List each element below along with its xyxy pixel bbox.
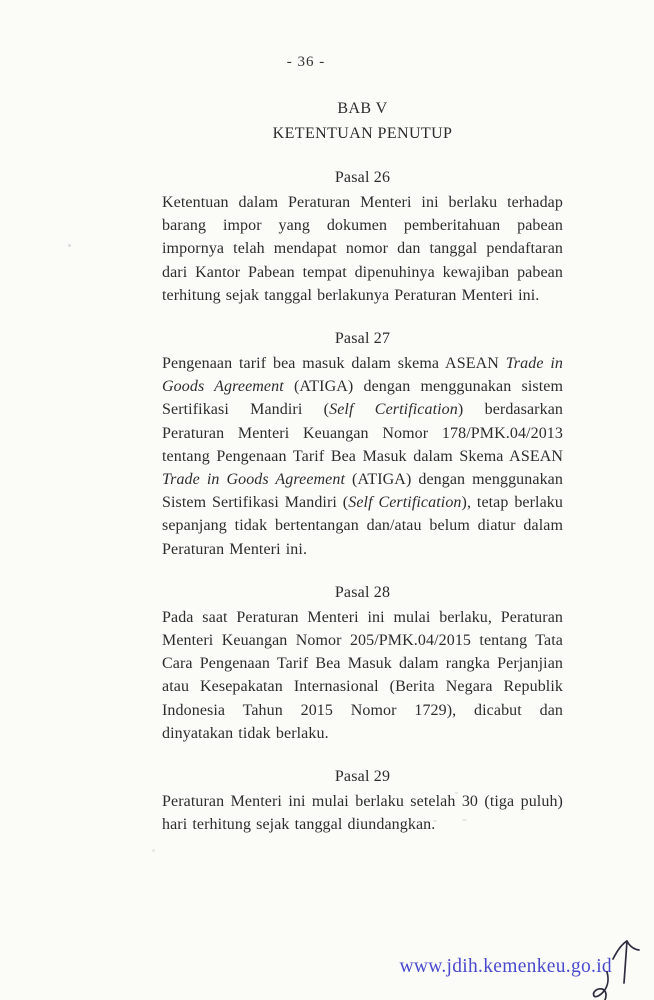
article-heading: Pasal 29 [334,768,391,786]
italic-text-run: Self Certification [348,494,462,512]
page-number: - 36 - [286,54,326,70]
text-run: ) berdasarkan Peraturan Menteri Keuangan Nomor 178/PMK.04/2013 tentang Pengenaan Tarif Bea Masuk dalam Skema ASEAN [162,401,563,465]
article-heading: Pasal 26 [334,169,391,186]
scan-speck [455,792,458,794]
italic-text-run: Trade in Goods Agreement [162,471,346,489]
italic-text-run: Trade in Goods Agreement [162,355,563,396]
text-run: Pengenaan tarif bea masuk dalam skema ASEAN [162,355,506,373]
text-run: (ATIGA) dengan menggunakan Sistem Sertifikasi Mandiri ( [162,471,563,512]
article-pasal-28 [162,583,563,745]
article-text [162,790,563,836]
article-heading: Pasal 27 [334,330,391,348]
scan-speck [462,819,467,821]
text-run: ), tetap berlaku sepanjang tidak bertentangan dan/atau belum diatur dalam Peraturan Menteri ini. [162,494,563,558]
article-pasal-27 [162,329,563,561]
article-pasal-26 [162,168,563,307]
scan-speck [68,244,71,247]
text-run: Ketentuan dalam Peraturan Menteri ini berlaku terhadap barang impor yang dokumen pemberitahuan pabean impornya telah mendapat nomor dan tanggal pendaftaran dari Kantor Pabean tempat dipenuhinya kewajiban pabean terhitung sejak tanggal berlakunya Peraturan Menteri ini. [162,194,563,304]
chapter-title: KETENTUAN PENUTUP [272,125,453,142]
article-pasal-29 [162,767,563,836]
scan-speck [433,820,437,822]
article-text [162,606,563,745]
watermark-footer [399,956,612,978]
article-text [162,352,563,561]
text-run: Peraturan Menteri ini mulai berlaku setelah 30 (tiga puluh) hari terhitung sejak tanggal diundangkan. [162,793,563,834]
watermark-url: www.jdih.kemenkeu.go.id [399,956,612,977]
text-run: (ATIGA) dengan menggunakan sistem Sertifikasi Mandiri ( [162,378,563,419]
document-body [162,96,563,836]
article-text [162,191,563,307]
chapter-heading [162,96,563,146]
italic-text-run: Self Certification [329,401,458,419]
text-run: Pada saat Peraturan Menteri ini mulai berlaku, Peraturan Menteri Keuangan Nomor 205/PMK.04/2015 tentang Tata Cara Pengenaan Tarif Bea Masuk dalam rangka Perjanjian atau Kesepakatan Internasional (Berita Negara Republik Indonesia Tahun 2015 Nomor 1729), dicabut dan dinyatakan tidak berlaku. [162,608,563,742]
scan-speck [152,849,155,852]
article-heading: Pasal 28 [334,583,391,601]
chapter-label: BAB V [337,100,388,117]
